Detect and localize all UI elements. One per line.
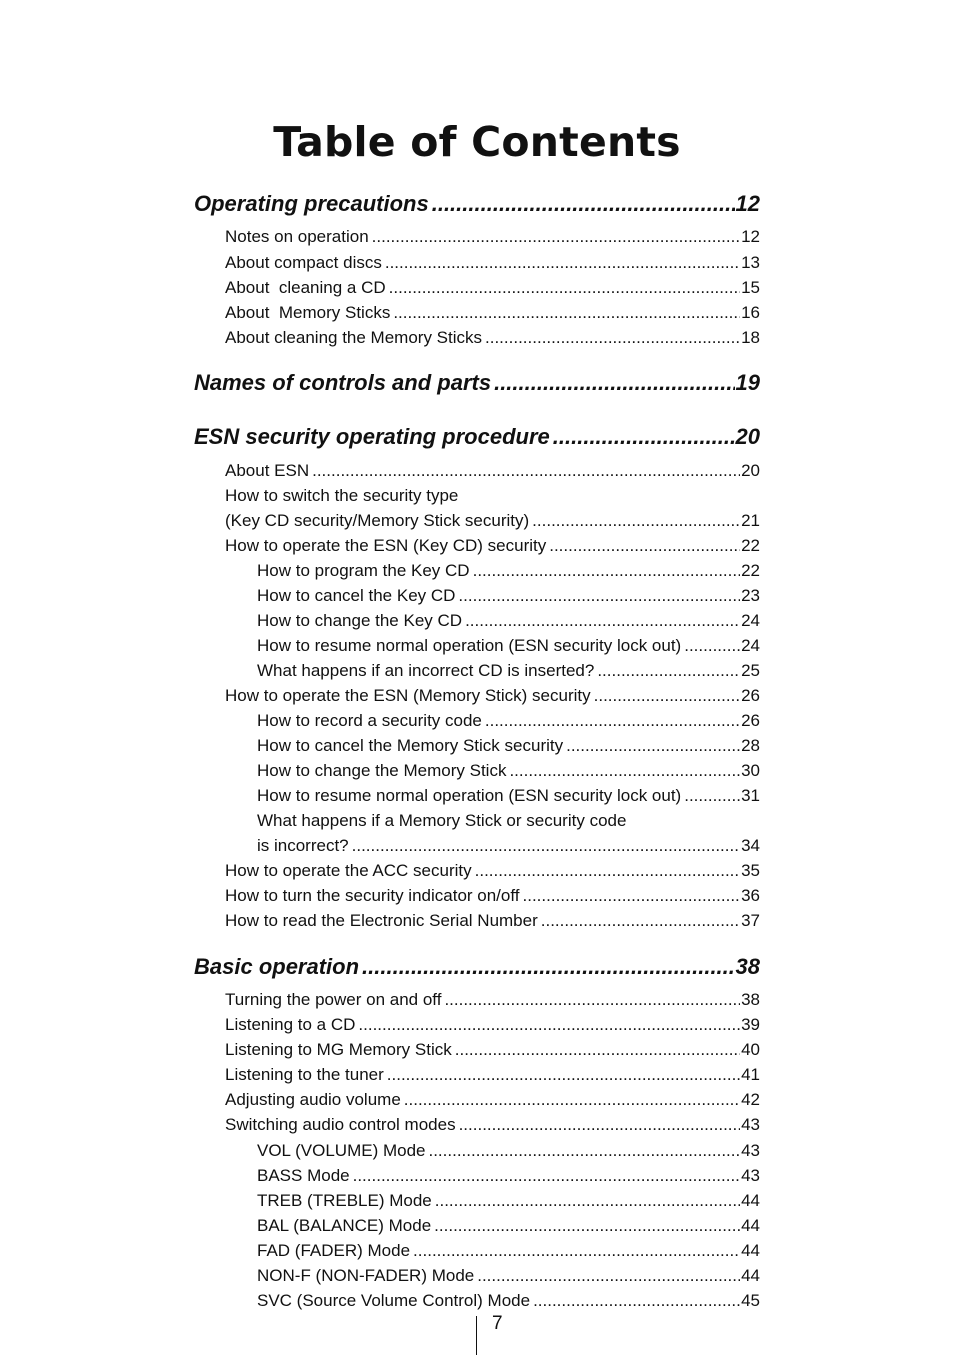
dot-leader bbox=[432, 189, 735, 219]
toc-entry-title: About cleaning the Memory Sticks bbox=[225, 328, 483, 347]
dot-leader bbox=[553, 422, 735, 452]
dot-leader bbox=[477, 1265, 740, 1287]
toc-page-number: 21 bbox=[741, 511, 760, 530]
dot-leader bbox=[312, 460, 740, 482]
dot-leader bbox=[684, 785, 740, 807]
toc-page-number: 28 bbox=[741, 736, 760, 755]
toc-page-number: 35 bbox=[741, 861, 760, 880]
toc-entry[interactable] bbox=[225, 885, 760, 907]
toc-entry[interactable] bbox=[225, 910, 760, 932]
toc-page-number: 30 bbox=[741, 761, 760, 780]
toc-entry-title: Listening to MG Memory Stick bbox=[225, 1040, 452, 1059]
dot-leader bbox=[372, 226, 740, 248]
toc-entry-title: How to operate the ESN (Key CD) security bbox=[225, 536, 547, 555]
toc-page-number: 16 bbox=[741, 303, 760, 322]
toc-page-number: 39 bbox=[741, 1015, 760, 1034]
toc-entry[interactable] bbox=[225, 535, 760, 557]
toc-subentry[interactable] bbox=[257, 735, 760, 757]
toc-section-esn-security[interactable] bbox=[194, 422, 760, 452]
toc-entry[interactable] bbox=[225, 277, 760, 299]
dot-leader bbox=[458, 585, 740, 607]
toc-section-title: ESN security operating procedure bbox=[194, 424, 550, 449]
toc-page-number: 22 bbox=[741, 561, 760, 580]
toc-page-number: 34 bbox=[741, 836, 760, 855]
toc-entry[interactable] bbox=[225, 460, 760, 482]
page-title: Table of Contents bbox=[273, 118, 681, 166]
toc-page-number: 42 bbox=[741, 1090, 760, 1109]
toc-page-number: 44 bbox=[741, 1241, 760, 1260]
toc-subentry[interactable] bbox=[257, 785, 760, 807]
toc-subentry[interactable] bbox=[257, 660, 760, 682]
toc-entry-title: What happens if a Memory Stick or security code bbox=[257, 811, 627, 830]
dot-leader bbox=[455, 1039, 740, 1061]
toc-entry-title: How to operate the ESN (Memory Stick) security bbox=[225, 686, 591, 705]
toc-entry-title: Switching audio control modes bbox=[225, 1115, 456, 1134]
dot-leader bbox=[473, 560, 740, 582]
toc-page-number: 31 bbox=[741, 786, 760, 805]
dot-leader bbox=[485, 710, 740, 732]
toc-page-number: 37 bbox=[741, 911, 760, 930]
toc-entry-title: Notes on operation bbox=[225, 227, 369, 246]
toc-page-number: 38 bbox=[741, 990, 760, 1009]
toc-page-number: 20 bbox=[741, 461, 760, 480]
toc-section-operating-precautions[interactable] bbox=[194, 189, 760, 219]
toc-entry-title: How to record a security code bbox=[257, 711, 482, 730]
toc-page-number: 43 bbox=[741, 1115, 760, 1134]
dot-leader bbox=[358, 1014, 740, 1036]
toc-subentry[interactable] bbox=[257, 1240, 760, 1262]
toc-page-number: 15 bbox=[741, 278, 760, 297]
toc-entry-title: BASS Mode bbox=[257, 1166, 350, 1185]
toc-entry-title: How to change the Memory Stick bbox=[257, 761, 507, 780]
toc-entry-title: SVC (Source Volume Control) Mode bbox=[257, 1291, 531, 1310]
toc-entry[interactable] bbox=[225, 860, 760, 882]
dot-leader bbox=[353, 1165, 740, 1187]
toc-entry-title: How to cancel the Memory Stick security bbox=[257, 736, 564, 755]
toc-entry-title: How to switch the security type bbox=[225, 486, 459, 505]
dot-leader bbox=[475, 860, 740, 882]
dot-leader bbox=[404, 1089, 740, 1111]
dot-leader bbox=[435, 1190, 740, 1212]
toc-entry-title: VOL (VOLUME) Mode bbox=[257, 1141, 426, 1160]
toc-entry-title: About ESN bbox=[225, 461, 310, 480]
toc-subentry[interactable] bbox=[257, 635, 760, 657]
toc-page-number: 44 bbox=[741, 1191, 760, 1210]
toc-entry-title: How to change the Key CD bbox=[257, 611, 463, 630]
toc-page-number: 24 bbox=[741, 636, 760, 655]
toc-entry-title: TREB (TREBLE) Mode bbox=[257, 1191, 432, 1210]
toc-subentry[interactable] bbox=[257, 1215, 760, 1237]
toc-subentry[interactable] bbox=[257, 760, 760, 782]
toc-entry[interactable] bbox=[225, 1014, 760, 1036]
toc-subentry[interactable] bbox=[257, 710, 760, 732]
toc-entry[interactable] bbox=[225, 510, 760, 532]
toc-subentry[interactable] bbox=[257, 1140, 760, 1162]
dot-leader bbox=[393, 302, 740, 324]
dot-leader bbox=[444, 989, 740, 1011]
toc-page-number: 24 bbox=[741, 611, 760, 630]
toc-page-number: 26 bbox=[741, 686, 760, 705]
toc-entry-title: BAL (BALANCE) Mode bbox=[257, 1216, 432, 1235]
toc-page-number: 45 bbox=[741, 1291, 760, 1310]
toc-page-number: 41 bbox=[741, 1065, 760, 1084]
toc-page-number: 22 bbox=[741, 536, 760, 555]
toc-subentry-continued[interactable] bbox=[257, 810, 760, 832]
toc-entry[interactable] bbox=[225, 226, 760, 248]
toc-subentry[interactable] bbox=[257, 1290, 760, 1312]
toc-entry-title: How to operate the ACC security bbox=[225, 861, 472, 880]
toc-page-number: 12 bbox=[735, 191, 760, 216]
dot-leader bbox=[541, 910, 740, 932]
toc-page-number: 38 bbox=[735, 954, 760, 979]
dot-leader bbox=[459, 1114, 741, 1136]
toc-entry-title: How to resume normal operation (ESN security lock out) bbox=[257, 786, 682, 805]
toc-entry-title: Adjusting audio volume bbox=[225, 1090, 401, 1109]
toc-entry-title: Listening to a CD bbox=[225, 1015, 356, 1034]
dot-leader bbox=[428, 1140, 740, 1162]
dot-leader bbox=[597, 660, 740, 682]
toc-page-number: 13 bbox=[741, 253, 760, 272]
toc-subentry[interactable] bbox=[257, 585, 760, 607]
toc-page-number: 43 bbox=[741, 1166, 760, 1185]
dot-leader bbox=[387, 1064, 740, 1086]
dot-leader bbox=[485, 327, 740, 349]
toc-subentry[interactable] bbox=[257, 835, 760, 857]
toc-entry-title: How to cancel the Key CD bbox=[257, 586, 456, 605]
toc-entry-title: What happens if an incorrect CD is inserted? bbox=[257, 661, 595, 680]
toc-entry-title: How to resume normal operation (ESN security lock out) bbox=[257, 636, 682, 655]
toc-entry[interactable] bbox=[225, 989, 760, 1011]
toc-page-number: 26 bbox=[741, 711, 760, 730]
dot-leader bbox=[465, 610, 740, 632]
dot-leader bbox=[413, 1240, 740, 1262]
toc-entry-title: FAD (FADER) Mode bbox=[257, 1241, 411, 1260]
toc-page-number: 36 bbox=[741, 886, 760, 905]
toc-section-names-of-controls[interactable] bbox=[194, 368, 760, 398]
dot-leader bbox=[684, 635, 740, 657]
toc-entry-title: About cleaning a CD bbox=[225, 278, 386, 297]
toc-entry-title: About Memory Sticks bbox=[225, 303, 391, 322]
toc-subentry[interactable] bbox=[257, 1190, 760, 1212]
dot-leader bbox=[389, 277, 740, 299]
dot-leader bbox=[594, 685, 740, 707]
toc-entry-continued[interactable] bbox=[225, 485, 760, 507]
toc-entry[interactable] bbox=[225, 1114, 760, 1136]
dot-leader bbox=[494, 368, 734, 398]
dot-leader bbox=[533, 1290, 740, 1312]
toc-page-number: 18 bbox=[741, 328, 760, 347]
toc-page-number: 44 bbox=[741, 1266, 760, 1285]
toc-entry-title: How to read the Electronic Serial Number bbox=[225, 911, 538, 930]
toc-page-number: 12 bbox=[741, 227, 760, 246]
toc-section-basic-operation[interactable] bbox=[194, 952, 760, 982]
dot-leader bbox=[352, 835, 740, 857]
toc-entry-title: How to program the Key CD bbox=[257, 561, 470, 580]
toc-entry[interactable] bbox=[225, 302, 760, 324]
toc-subentry[interactable] bbox=[257, 1165, 760, 1187]
toc-page-number: 20 bbox=[735, 424, 760, 449]
toc-subentry[interactable] bbox=[257, 560, 760, 582]
toc-entry[interactable] bbox=[225, 1039, 760, 1061]
toc-entry-title: Listening to the tuner bbox=[225, 1065, 384, 1084]
dot-leader bbox=[385, 252, 740, 274]
toc-entry[interactable] bbox=[225, 685, 760, 707]
dot-leader bbox=[566, 735, 740, 757]
dot-leader bbox=[434, 1215, 740, 1237]
toc-page-number: 40 bbox=[741, 1040, 760, 1059]
dot-leader bbox=[523, 885, 741, 907]
toc-section-title: Names of controls and parts bbox=[194, 370, 492, 395]
toc-entry[interactable] bbox=[225, 252, 760, 274]
toc-page-number: 44 bbox=[741, 1216, 760, 1235]
toc-entry[interactable] bbox=[225, 327, 760, 349]
toc-entry-title: Turning the power on and off bbox=[225, 990, 442, 1009]
toc-page-number: 19 bbox=[735, 370, 760, 395]
toc-page-number: 43 bbox=[741, 1141, 760, 1160]
toc-entry[interactable] bbox=[225, 1089, 760, 1111]
toc-subentry[interactable] bbox=[257, 610, 760, 632]
toc-entry-title: About compact discs bbox=[225, 253, 382, 272]
dot-leader bbox=[532, 510, 740, 532]
toc-entry-title: How to turn the security indicator on/off bbox=[225, 886, 520, 905]
toc-section-title: Operating precautions bbox=[194, 191, 429, 216]
toc-section-title: Basic operation bbox=[194, 954, 360, 979]
toc-entry[interactable] bbox=[225, 1064, 760, 1086]
toc-page-number: 23 bbox=[741, 586, 760, 605]
toc-entry-title: (Key CD security/Memory Stick security) bbox=[225, 511, 530, 530]
footer-divider bbox=[476, 1316, 477, 1355]
toc-subentry[interactable] bbox=[257, 1265, 760, 1287]
toc-entry-title: NON-F (NON-FADER) Mode bbox=[257, 1266, 475, 1285]
toc-page-number: 25 bbox=[741, 661, 760, 680]
dot-leader bbox=[509, 760, 740, 782]
dot-leader bbox=[549, 535, 740, 557]
dot-leader bbox=[362, 952, 734, 982]
toc-entry-title: is incorrect? bbox=[257, 836, 349, 855]
page-number: 7 bbox=[492, 1313, 503, 1334]
